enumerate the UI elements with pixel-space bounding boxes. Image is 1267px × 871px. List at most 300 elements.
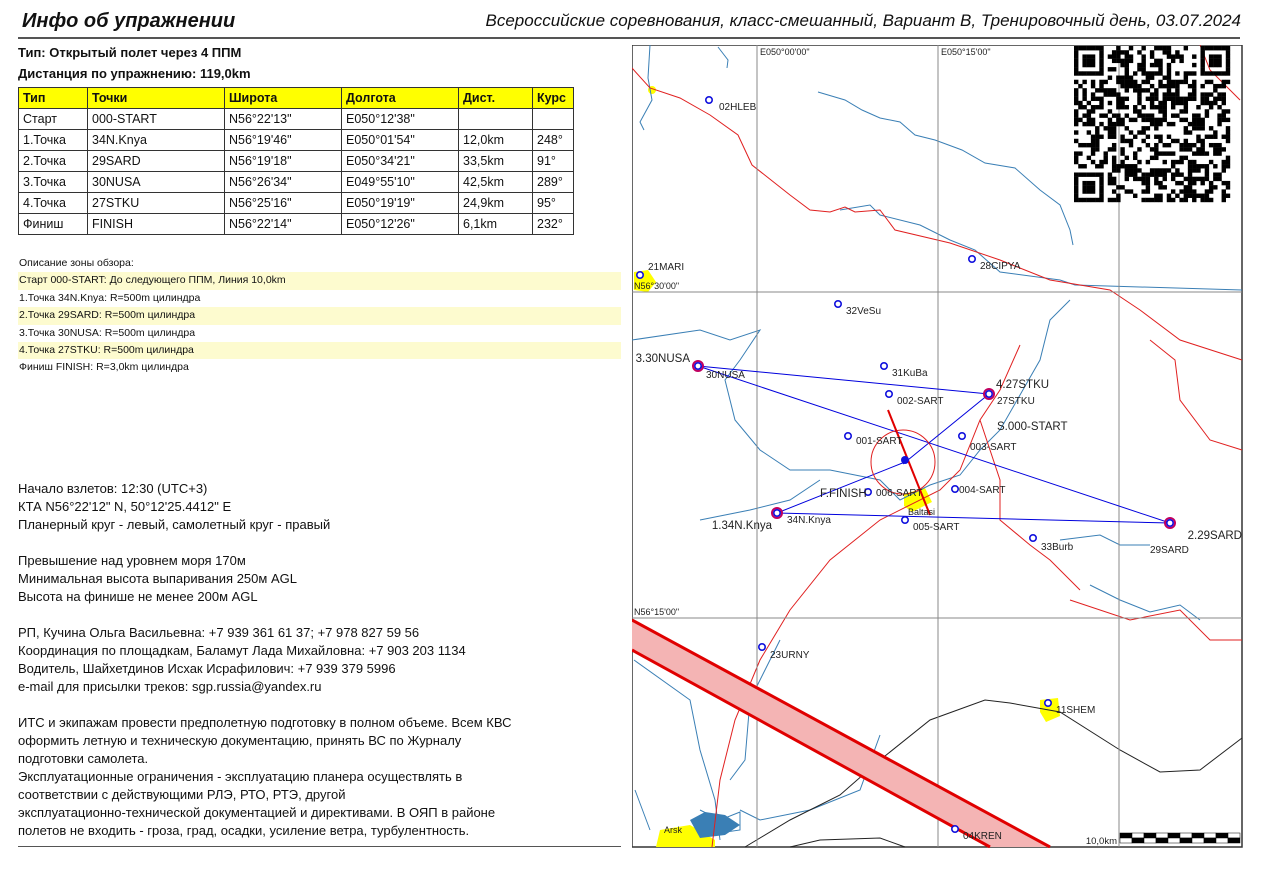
note-gap bbox=[18, 534, 512, 552]
table-cell: E050°12'38" bbox=[342, 109, 459, 130]
airfield-icon bbox=[986, 391, 992, 397]
qr-module bbox=[1108, 122, 1112, 126]
qr-module bbox=[1141, 172, 1145, 176]
qr-module bbox=[1200, 164, 1204, 168]
qr-module bbox=[1167, 67, 1171, 71]
qr-module bbox=[1163, 185, 1167, 189]
qr-module bbox=[1150, 101, 1154, 105]
qr-module bbox=[1171, 122, 1175, 126]
qr-module bbox=[1213, 130, 1217, 134]
table-cell: E050°34'21" bbox=[342, 151, 459, 172]
qr-module bbox=[1188, 92, 1192, 96]
qr-module bbox=[1082, 185, 1086, 189]
scale-segment bbox=[1144, 838, 1156, 843]
qr-module bbox=[1226, 160, 1230, 164]
scale-segment bbox=[1156, 833, 1168, 838]
qr-module bbox=[1158, 80, 1162, 84]
qr-module bbox=[1116, 97, 1120, 101]
qr-module bbox=[1078, 172, 1082, 176]
qr-module bbox=[1222, 97, 1226, 101]
qr-module bbox=[1099, 59, 1103, 63]
qr-module bbox=[1184, 147, 1188, 151]
qr-module bbox=[1192, 92, 1196, 96]
qr-module bbox=[1171, 59, 1175, 63]
scale-segment bbox=[1120, 838, 1132, 843]
scale-segment bbox=[1168, 833, 1180, 838]
qr-module bbox=[1116, 122, 1120, 126]
qr-module bbox=[1188, 164, 1192, 168]
qr-module bbox=[1200, 198, 1204, 202]
task-table bbox=[18, 87, 574, 235]
qr-module bbox=[1175, 168, 1179, 172]
table-cell: 91° bbox=[533, 151, 574, 172]
qr-module bbox=[1163, 97, 1167, 101]
start-airfield-icon bbox=[901, 456, 909, 464]
qr-module bbox=[1141, 198, 1145, 202]
qr-module bbox=[1104, 151, 1108, 155]
qr-module bbox=[1099, 194, 1103, 198]
qr-module bbox=[1188, 147, 1192, 151]
qr-module bbox=[1205, 97, 1209, 101]
qr-module bbox=[1116, 50, 1120, 54]
qr-module bbox=[1116, 76, 1120, 80]
qr-module bbox=[1184, 71, 1188, 75]
qr-module bbox=[1116, 101, 1120, 105]
qr-module bbox=[1205, 92, 1209, 96]
qr-module bbox=[1146, 118, 1150, 122]
qr-module bbox=[1116, 113, 1120, 117]
qr-module bbox=[1154, 59, 1158, 63]
qr-module bbox=[1163, 109, 1167, 113]
qr-module bbox=[1196, 177, 1200, 181]
qr-module bbox=[1146, 71, 1150, 75]
note-gap bbox=[18, 606, 512, 624]
qr-module bbox=[1133, 84, 1137, 88]
qr-module bbox=[1137, 97, 1141, 101]
qr-module bbox=[1087, 181, 1091, 185]
table-cell: 95° bbox=[533, 193, 574, 214]
table-cell: 12,0km bbox=[459, 130, 533, 151]
qr-module bbox=[1141, 63, 1145, 67]
qr-module bbox=[1213, 164, 1217, 168]
qr-module bbox=[1222, 101, 1226, 105]
qr-module bbox=[1179, 189, 1183, 193]
qr-module bbox=[1074, 67, 1078, 71]
qr-module bbox=[1213, 147, 1217, 151]
qr-module bbox=[1141, 130, 1145, 134]
qr-module bbox=[1226, 118, 1230, 122]
header-divider bbox=[18, 37, 1240, 39]
airfield-icon bbox=[774, 510, 780, 516]
qr-module bbox=[1222, 80, 1226, 84]
zone-item: 2.Точка 29SARD: R=500m цилиндра bbox=[18, 307, 621, 324]
scale-segment bbox=[1204, 833, 1216, 838]
qr-module bbox=[1125, 139, 1129, 143]
qr-module bbox=[1200, 147, 1204, 151]
grid-label: N56°30'00" bbox=[634, 281, 680, 291]
qr-module bbox=[1175, 84, 1179, 88]
qr-module bbox=[1226, 109, 1230, 113]
qr-module bbox=[1188, 84, 1192, 88]
note-line: Водитель, Шайхетдинов Исхак Исрафилович: +7 939 379 5996 bbox=[18, 661, 396, 676]
qr-module bbox=[1099, 50, 1103, 54]
qr-module bbox=[1150, 198, 1154, 202]
qr-module bbox=[1184, 105, 1188, 109]
waypoint-label: 001-SART bbox=[856, 436, 903, 447]
qr-module bbox=[1095, 164, 1099, 168]
scale-segment bbox=[1228, 838, 1240, 843]
qr-module bbox=[1074, 194, 1078, 198]
town-label: Baltasi bbox=[908, 507, 936, 517]
qr-module bbox=[1129, 130, 1133, 134]
qr-module bbox=[1154, 71, 1158, 75]
qr-module bbox=[1184, 130, 1188, 134]
qr-module bbox=[1222, 113, 1226, 117]
column-header: Дист. bbox=[459, 88, 533, 109]
qr-module bbox=[1078, 71, 1082, 75]
qr-module bbox=[1200, 101, 1204, 105]
qr-module bbox=[1154, 147, 1158, 151]
qr-module bbox=[1125, 76, 1129, 80]
qr-module bbox=[1099, 122, 1103, 126]
table-cell: 24,9km bbox=[459, 193, 533, 214]
qr-module bbox=[1082, 122, 1086, 126]
qr-module bbox=[1192, 63, 1196, 67]
qr-module bbox=[1120, 80, 1124, 84]
qr-module bbox=[1192, 118, 1196, 122]
qr-module bbox=[1112, 113, 1116, 117]
qr-module bbox=[1129, 54, 1133, 58]
qr-module bbox=[1158, 181, 1162, 185]
qr-module bbox=[1171, 97, 1175, 101]
qr-module bbox=[1163, 92, 1167, 96]
qr-module bbox=[1154, 88, 1158, 92]
qr-module bbox=[1200, 194, 1204, 198]
qr-module bbox=[1099, 160, 1103, 164]
qr-module bbox=[1091, 59, 1095, 63]
qr-module bbox=[1192, 194, 1196, 198]
qr-module bbox=[1146, 88, 1150, 92]
table-row bbox=[19, 109, 574, 130]
qr-module bbox=[1171, 54, 1175, 58]
scale-segment bbox=[1192, 838, 1204, 843]
table-body bbox=[19, 109, 574, 235]
qr-module bbox=[1137, 160, 1141, 164]
qr-module bbox=[1078, 84, 1082, 88]
qr-module bbox=[1200, 143, 1204, 147]
qr-module bbox=[1082, 63, 1086, 67]
qr-module bbox=[1171, 101, 1175, 105]
qr-module bbox=[1133, 105, 1137, 109]
qr-module bbox=[1188, 181, 1192, 185]
qr-module bbox=[1095, 147, 1099, 151]
qr-module bbox=[1074, 156, 1078, 160]
qr-module bbox=[1099, 105, 1103, 109]
qr-module bbox=[1163, 177, 1167, 181]
qr-module bbox=[1099, 172, 1103, 176]
qr-module bbox=[1167, 135, 1171, 139]
qr-module bbox=[1099, 54, 1103, 58]
qr-module bbox=[1125, 54, 1129, 58]
qr-module bbox=[1087, 71, 1091, 75]
qr-module bbox=[1120, 160, 1124, 164]
airfield-icon bbox=[902, 517, 908, 523]
qr-module bbox=[1091, 105, 1095, 109]
zone-item: Финиш FINISH: R=3,0km цилиндра bbox=[19, 361, 189, 374]
qr-module bbox=[1171, 151, 1175, 155]
qr-module bbox=[1120, 147, 1124, 151]
qr-module bbox=[1091, 109, 1095, 113]
qr-module bbox=[1217, 59, 1221, 63]
qr-module bbox=[1095, 71, 1099, 75]
qr-module bbox=[1087, 109, 1091, 113]
qr-module bbox=[1137, 168, 1141, 172]
qr-module bbox=[1146, 189, 1150, 193]
note-line: полетов не входить - гроза, град, осадки, усиление ветра, турбулентность. bbox=[18, 823, 470, 838]
qr-module bbox=[1196, 147, 1200, 151]
qr-module bbox=[1167, 122, 1171, 126]
qr-module bbox=[1095, 126, 1099, 130]
airfield-icon bbox=[835, 301, 841, 307]
qr-module bbox=[1112, 198, 1116, 202]
qr-module bbox=[1120, 59, 1124, 63]
qr-module bbox=[1141, 54, 1145, 58]
qr-module bbox=[1125, 80, 1129, 84]
qr-module bbox=[1179, 54, 1183, 58]
qr-module bbox=[1099, 84, 1103, 88]
qr-module bbox=[1179, 172, 1183, 176]
qr-module bbox=[1222, 168, 1226, 172]
note-line: Эксплуатационные ограничения - эксплуатацию планера осуществлять в bbox=[18, 769, 463, 784]
qr-module bbox=[1226, 164, 1230, 168]
qr-module bbox=[1213, 172, 1217, 176]
qr-module bbox=[1125, 97, 1129, 101]
qr-module bbox=[1091, 63, 1095, 67]
waypoint-label: 002-SART bbox=[897, 396, 944, 407]
qr-module bbox=[1179, 160, 1183, 164]
qr-module bbox=[1087, 46, 1091, 50]
qr-module bbox=[1133, 118, 1137, 122]
qr-module bbox=[1222, 181, 1226, 185]
task-map[interactable] bbox=[632, 45, 1243, 848]
qr-module bbox=[1188, 71, 1192, 75]
qr-module bbox=[1074, 92, 1078, 96]
qr-module bbox=[1112, 126, 1116, 130]
qr-module bbox=[1116, 185, 1120, 189]
qr-module bbox=[1188, 194, 1192, 198]
qr-module bbox=[1200, 139, 1204, 143]
qr-module bbox=[1112, 156, 1116, 160]
qr-module bbox=[1082, 164, 1086, 168]
qr-module bbox=[1213, 143, 1217, 147]
qr-module bbox=[1108, 198, 1112, 202]
airfield-icon bbox=[959, 433, 965, 439]
qr-module bbox=[1133, 109, 1137, 113]
qr-module bbox=[1091, 198, 1095, 202]
qr-module bbox=[1116, 105, 1120, 109]
qr-module bbox=[1200, 67, 1204, 71]
qr-module bbox=[1209, 181, 1213, 185]
qr-module bbox=[1082, 80, 1086, 84]
qr-module bbox=[1217, 63, 1221, 67]
qr-module bbox=[1163, 113, 1167, 117]
qr-module bbox=[1137, 113, 1141, 117]
qr-module bbox=[1188, 189, 1192, 193]
qr-module bbox=[1205, 194, 1209, 198]
qr-module bbox=[1137, 84, 1141, 88]
qr-module bbox=[1150, 156, 1154, 160]
qr-module bbox=[1192, 122, 1196, 126]
qr-module bbox=[1179, 147, 1183, 151]
qr-module bbox=[1074, 113, 1078, 117]
qr-module bbox=[1078, 143, 1082, 147]
table-cell: 000-START bbox=[88, 109, 225, 130]
qr-module bbox=[1179, 59, 1183, 63]
qr-module bbox=[1163, 50, 1167, 54]
airfield-icon bbox=[886, 391, 892, 397]
qr-module bbox=[1167, 84, 1171, 88]
qr-module bbox=[1154, 177, 1158, 181]
airfield-icon bbox=[952, 826, 958, 832]
qr-module bbox=[1095, 97, 1099, 101]
qr-module bbox=[1163, 172, 1167, 176]
qr-module bbox=[1074, 63, 1078, 67]
qr-module bbox=[1074, 177, 1078, 181]
qr-module bbox=[1074, 139, 1078, 143]
qr-module bbox=[1087, 63, 1091, 67]
waypoint-label: 23URNY bbox=[770, 650, 810, 661]
qr-module bbox=[1179, 143, 1183, 147]
qr-module bbox=[1133, 88, 1137, 92]
town-label: Arsk bbox=[664, 825, 682, 835]
qr-module bbox=[1209, 101, 1213, 105]
qr-module bbox=[1163, 84, 1167, 88]
qr-module bbox=[1200, 92, 1204, 96]
qr-module bbox=[1192, 164, 1196, 168]
qr-module bbox=[1205, 46, 1209, 50]
qr-module bbox=[1095, 172, 1099, 176]
table-cell: 30NUSA bbox=[88, 172, 225, 193]
note-line: Координация по площадкам, Баламут Лада Михайловна: +7 903 203 1134 bbox=[18, 643, 466, 658]
table-row bbox=[19, 193, 574, 214]
column-header: Курс bbox=[533, 88, 574, 109]
qr-module bbox=[1116, 54, 1120, 58]
table-cell: 33,5km bbox=[459, 151, 533, 172]
qr-module bbox=[1141, 59, 1145, 63]
qr-module bbox=[1074, 97, 1078, 101]
qr-module bbox=[1150, 113, 1154, 117]
qr-module bbox=[1226, 80, 1230, 84]
waypoint-label: 28CIPYA bbox=[980, 261, 1021, 272]
column-header: Долгота bbox=[342, 88, 459, 109]
qr-module bbox=[1091, 92, 1095, 96]
qr-module bbox=[1116, 168, 1120, 172]
qr-module bbox=[1141, 118, 1145, 122]
qr-module bbox=[1158, 168, 1162, 172]
qr-module bbox=[1192, 84, 1196, 88]
table-cell: E050°12'26" bbox=[342, 214, 459, 235]
qr-module bbox=[1125, 126, 1129, 130]
qr-module bbox=[1171, 105, 1175, 109]
table-row bbox=[19, 130, 574, 151]
qr-module bbox=[1082, 88, 1086, 92]
qr-module bbox=[1154, 172, 1158, 176]
qr-module bbox=[1200, 50, 1204, 54]
qr-module bbox=[1120, 76, 1124, 80]
qr-module bbox=[1192, 168, 1196, 172]
qr-module bbox=[1163, 160, 1167, 164]
qr-module bbox=[1209, 198, 1213, 202]
qr-module bbox=[1213, 88, 1217, 92]
scale-segment bbox=[1180, 833, 1192, 838]
qr-module bbox=[1200, 122, 1204, 126]
qr-module bbox=[1091, 172, 1095, 176]
qr-module bbox=[1222, 84, 1226, 88]
qr-module bbox=[1179, 181, 1183, 185]
qr-module bbox=[1146, 80, 1150, 84]
qr-module bbox=[1095, 135, 1099, 139]
qr-module bbox=[1082, 143, 1086, 147]
waypoint-label: 04KREN bbox=[963, 831, 1002, 842]
qr-module bbox=[1082, 46, 1086, 50]
qr-module bbox=[1192, 189, 1196, 193]
qr-module bbox=[1150, 50, 1154, 54]
qr-module bbox=[1184, 156, 1188, 160]
qr-module bbox=[1129, 118, 1133, 122]
qr-module bbox=[1112, 147, 1116, 151]
qr-module bbox=[1091, 160, 1095, 164]
table-cell: 3.Точка bbox=[19, 172, 88, 193]
qr-module bbox=[1074, 181, 1078, 185]
qr-module bbox=[1213, 54, 1217, 58]
table-cell: E050°01'54" bbox=[342, 130, 459, 151]
qr-module bbox=[1074, 46, 1078, 50]
qr-module bbox=[1226, 194, 1230, 198]
airfield-icon bbox=[759, 644, 765, 650]
qr-module bbox=[1175, 50, 1179, 54]
qr-module bbox=[1078, 164, 1082, 168]
qr-module bbox=[1129, 46, 1133, 50]
table-cell: N56°22'13" bbox=[225, 109, 342, 130]
qr-module bbox=[1120, 84, 1124, 88]
qr-module bbox=[1112, 189, 1116, 193]
qr-module bbox=[1129, 168, 1133, 172]
qr-module bbox=[1087, 122, 1091, 126]
briefing-notes bbox=[18, 480, 512, 840]
footer-divider bbox=[18, 846, 621, 847]
qr-module bbox=[1091, 135, 1095, 139]
qr-module bbox=[1074, 54, 1078, 58]
table-cell: 6,1km bbox=[459, 214, 533, 235]
qr-module bbox=[1154, 118, 1158, 122]
scale-segment bbox=[1156, 838, 1168, 843]
qr-module bbox=[1129, 143, 1133, 147]
qr-module bbox=[1196, 194, 1200, 198]
waypoint-label: 02HLEB bbox=[719, 102, 757, 113]
qr-module bbox=[1104, 156, 1108, 160]
qr-module bbox=[1099, 101, 1103, 105]
qr-module bbox=[1167, 168, 1171, 172]
scale-segment bbox=[1216, 833, 1228, 838]
qr-module bbox=[1082, 189, 1086, 193]
qr-module bbox=[1179, 101, 1183, 105]
qr-module bbox=[1129, 84, 1133, 88]
qr-module bbox=[1154, 151, 1158, 155]
qr-module bbox=[1074, 198, 1078, 202]
qr-module bbox=[1112, 54, 1116, 58]
qr-module bbox=[1213, 101, 1217, 105]
qr-module bbox=[1133, 135, 1137, 139]
